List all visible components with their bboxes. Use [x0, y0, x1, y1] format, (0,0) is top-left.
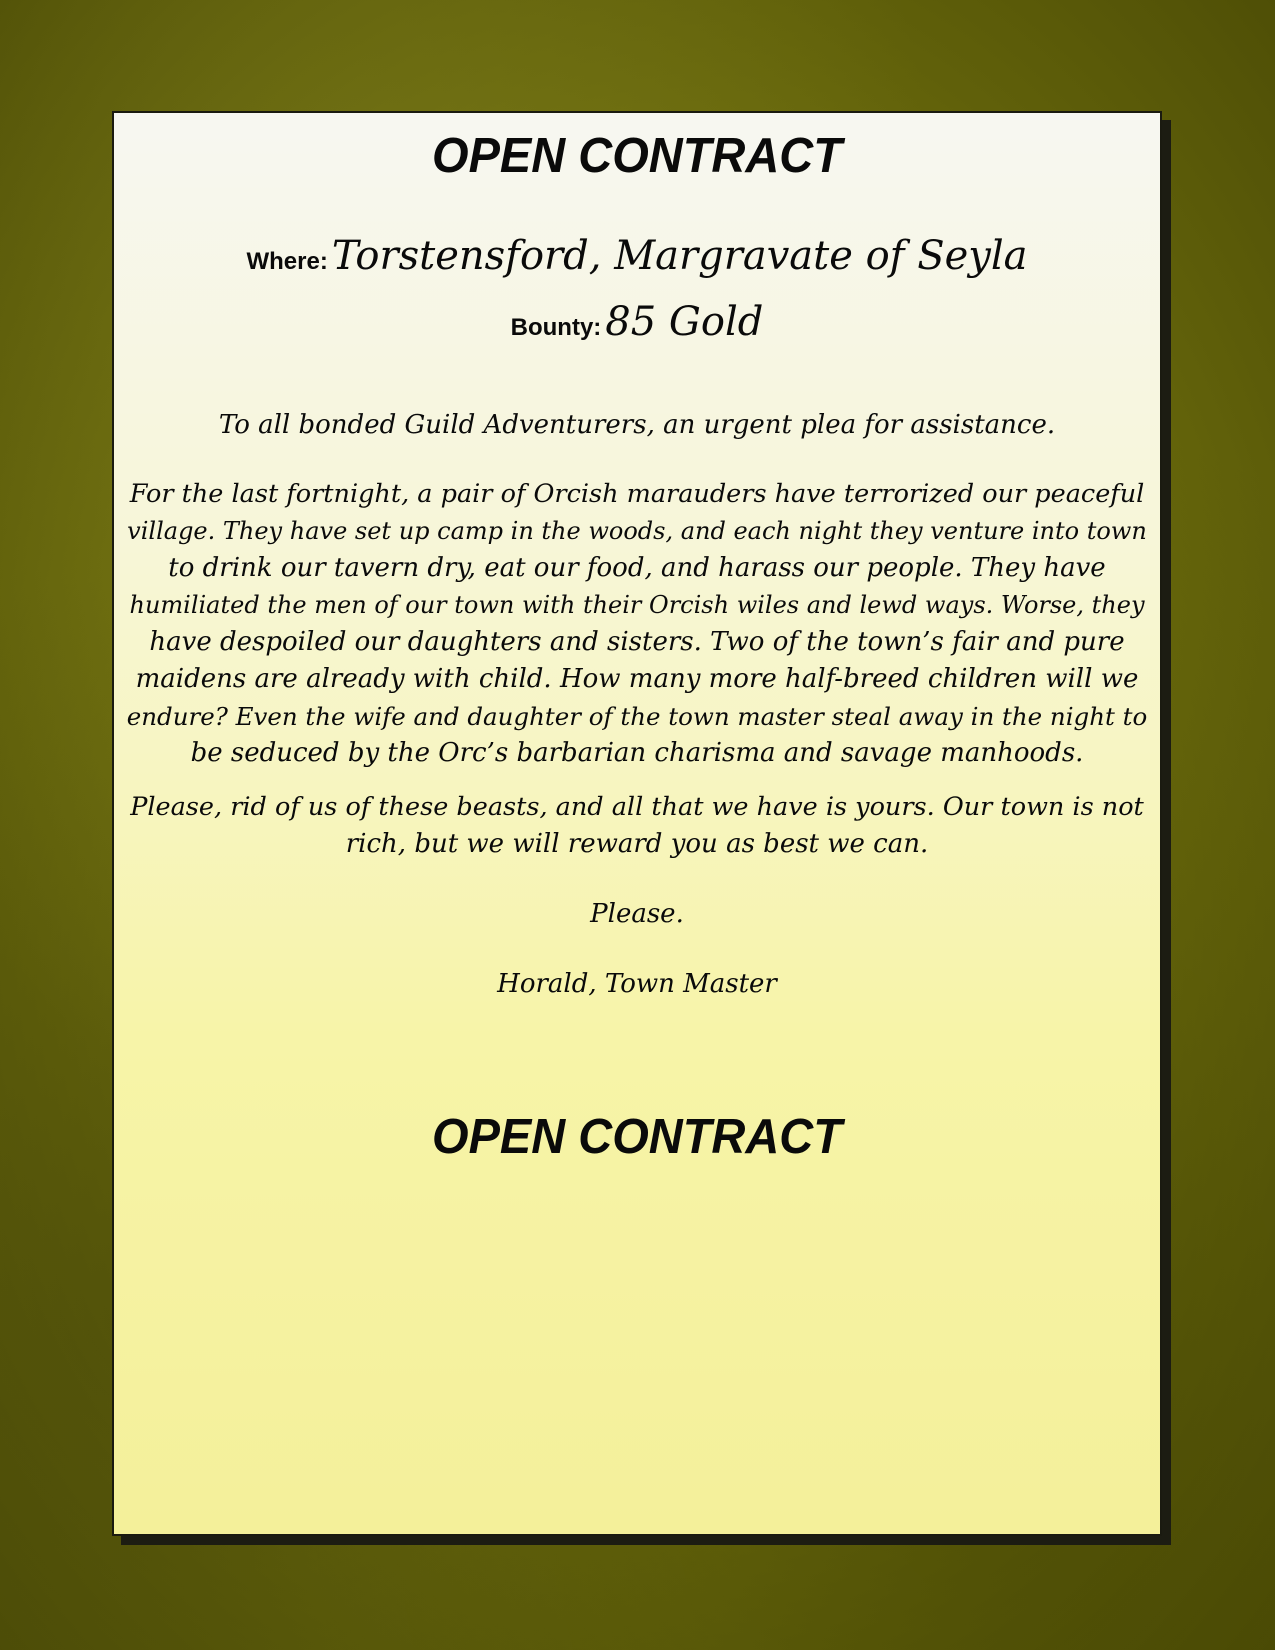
closing-text: Please.	[590, 899, 684, 929]
plea-line: humiliated the men of our town with their Orcish wiles and lewd ways. Worse, they	[129, 591, 1145, 619]
bounty-value: 85 Gold	[605, 299, 764, 345]
where-line	[114, 233, 1160, 279]
bounty-line	[114, 299, 1160, 345]
contract-title: OPEN CONTRACT	[432, 126, 842, 183]
plea-line: be seduced by the Orc’s barbarian charisma and savage manhoods.	[190, 738, 1084, 768]
plea-line: maidens are already with child. How many more half-breed children will we	[135, 664, 1139, 694]
where-label: Where:	[246, 248, 328, 275]
plea-line: endure? Even the wife and daughter of the town master steal away in the night to	[126, 702, 1148, 731]
contract-notice	[112, 111, 1162, 1536]
reward-line: rich, but we will reward you as best we can.	[345, 829, 929, 859]
plea-line: For the last fortnight, a pair of Orcish marauders have terrorized our peaceful	[129, 479, 1145, 509]
bounty-label: Bounty:	[510, 314, 602, 341]
signature: Horald, Town Master	[497, 969, 777, 999]
contract-footer-title: OPEN CONTRACT	[432, 1107, 842, 1164]
plea-paragraph	[114, 476, 1160, 772]
reward-paragraph	[114, 789, 1160, 863]
greeting-text: To all bonded Guild Adventurers, an urgent plea for assistance.	[218, 410, 1056, 440]
plea-line: village. They have set up camp in the woods, and each night they venture into town	[127, 517, 1147, 545]
plea-line: to drink our tavern dry, eat our food, and harass our people. They have	[168, 553, 1106, 583]
where-value: Torstensford, Margravate of Seyla	[331, 233, 1028, 279]
reward-line: Please, rid of us of these beasts, and all that we have is yours. Our town is not	[130, 792, 1144, 822]
plea-line: have despoiled our daughters and sisters. Two of the town’s fair and pure	[149, 627, 1125, 657]
